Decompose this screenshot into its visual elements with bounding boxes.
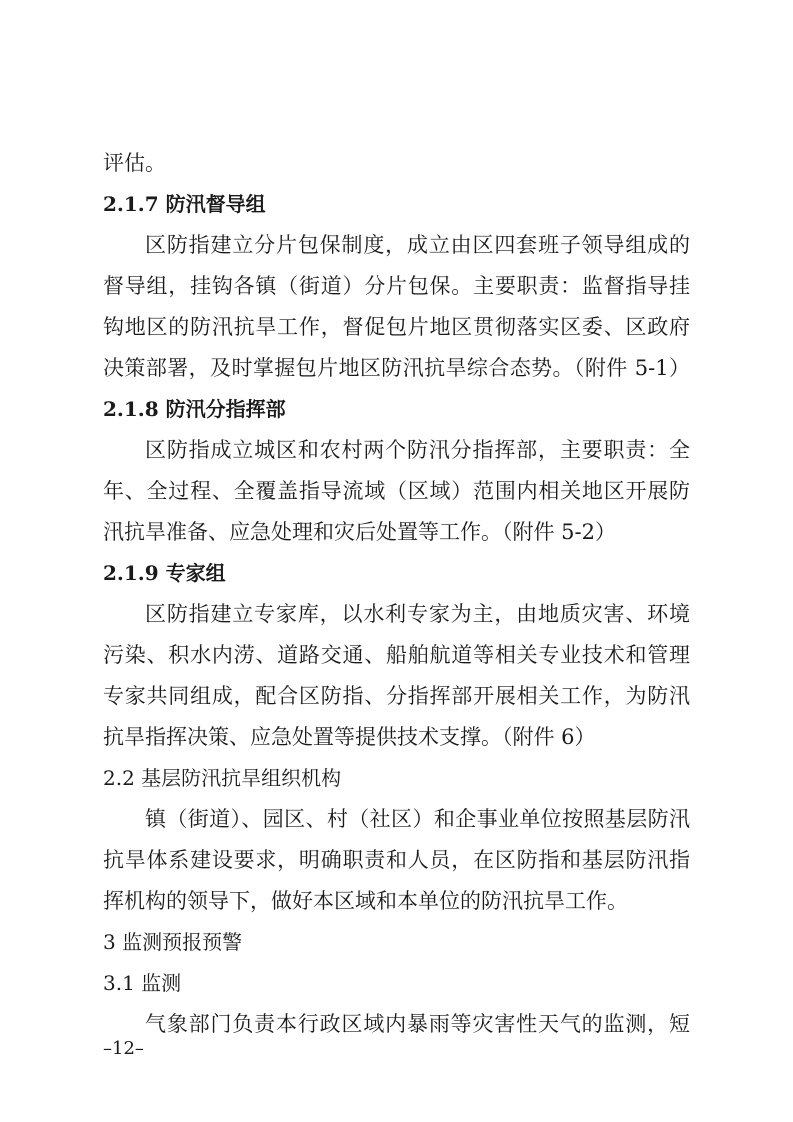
- paragraph-line: 钩地区的防汛抗旱工作，督促包片地区贯彻落实区委、区政府: [103, 315, 690, 339]
- section-heading-2-1-7: 2.1.7 防汛督导组: [103, 192, 266, 216]
- section-heading-2-1-9: 2.1.9 专家组: [103, 561, 226, 585]
- paragraph-line: 督导组，挂钩各镇（街道）分片包保。主要职责：监督指导挂: [103, 274, 690, 298]
- paragraph-line: 汛抗旱准备、应急处理和灾后处置等工作。（附件 5-2）: [103, 520, 616, 544]
- section-heading-3: 3 监测预报预警: [103, 930, 243, 954]
- paragraph-line: 区防指建立分片包保制度，成立由区四套班子领导组成的: [145, 233, 690, 257]
- section-heading-2-2: 2.2 基层防汛抗旱组织机构: [103, 766, 342, 790]
- section-heading-2-1-8: 2.1.8 防汛分指挥部: [103, 397, 286, 421]
- text-line: 评估。: [103, 151, 166, 175]
- paragraph-line: 镇（街道）、园区、村（社区）和企事业单位按照基层防汛: [145, 807, 690, 831]
- paragraph-line: 区防指建立专家库，以水利专家为主，由地质灾害、环境: [145, 602, 690, 626]
- paragraph-line: 气象部门负责本行政区域内暴雨等灾害性天气的监测，短: [145, 1012, 690, 1036]
- paragraph-line: 决策部署，及时掌握包片地区防汛抗旱综合态势。（附件 5-1）: [103, 356, 690, 380]
- paragraph-line: 抗旱指挥决策、应急处置等提供技术支撑。（附件 6）: [103, 725, 596, 749]
- paragraph-line: 专家共同组成，配合区防指、分指挥部开展相关工作，为防汛: [103, 684, 690, 708]
- section-heading-3-1: 3.1 监测: [103, 971, 182, 995]
- paragraph-line: 抗旱体系建设要求，明确职责和人员，在区防指和基层防汛指: [103, 848, 690, 872]
- paragraph-line: 年、全过程、全覆盖指导流域（区域）范围内相关地区开展防: [103, 479, 690, 503]
- paragraph-line: 区防指成立城区和农村两个防汛分指挥部，主要职责：全: [145, 438, 690, 462]
- paragraph-line: 挥机构的领导下，做好本区域和本单位的防汛抗旱工作。: [103, 889, 628, 913]
- page-number: –12–: [103, 1038, 144, 1059]
- paragraph-line: 污染、积水内涝、道路交通、船舶航道等相关专业技术和管理: [103, 643, 690, 667]
